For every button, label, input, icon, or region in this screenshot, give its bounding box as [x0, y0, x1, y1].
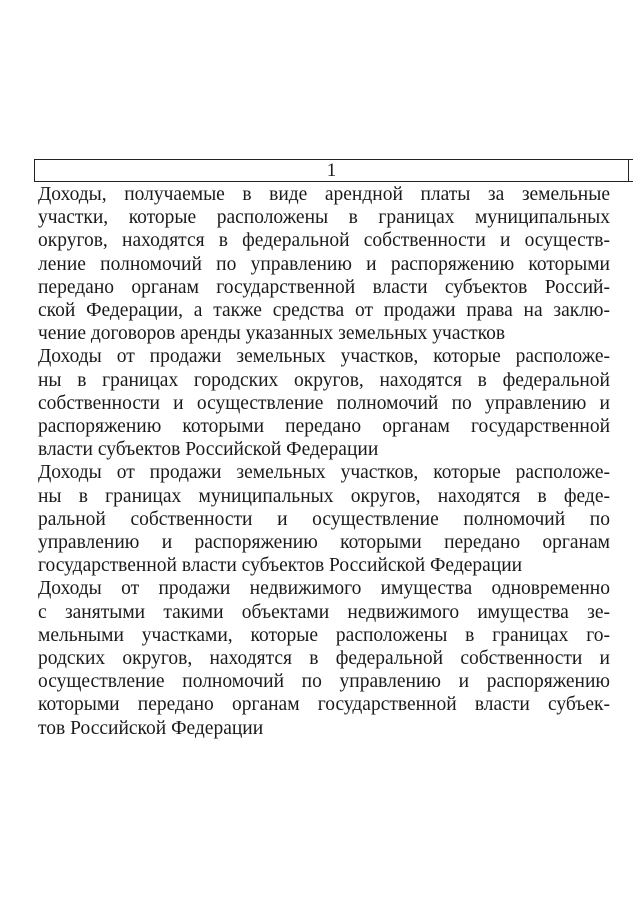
table-body [38, 183, 610, 740]
entry-line: ской Федерации, а также средства от продажи права на заклю- [38, 300, 610, 322]
entry-line: чение договоров аренды указанных земельных участков [38, 323, 506, 345]
entry-line: ление полномочий по управлению и распоряжению которыми [38, 253, 610, 275]
revenue-entry-3 [38, 461, 610, 577]
entry-line: власти субъектов Российской Федерации [38, 439, 379, 461]
revenue-entry-2 [38, 345, 610, 461]
entry-line: собственности и осуществление полномочий по управлению и [38, 392, 610, 414]
entry-line: управлению и распоряжению которыми передано органам [38, 532, 610, 554]
revenue-entry-1 [38, 183, 610, 345]
entry-line: округов, находятся в федеральной собственности и осуществ- [38, 230, 610, 252]
entry-line: Доходы от продажи земельных участков, которые расположе- [38, 346, 610, 368]
entry-line: мельными участками, которые расположены в границах го- [38, 624, 610, 646]
entry-line: родских округов, находятся в федеральной собственности и [38, 648, 610, 670]
entry-line: передано органам государственной власти субъектов Россий- [38, 276, 610, 298]
entry-line: участки, которые расположены в границах муниципальных [38, 207, 610, 229]
entry-line: Доходы, получаемые в виде арендной платы за земельные [38, 184, 610, 205]
entry-line: ны в границах муниципальных округов, находятся в феде- [38, 485, 610, 507]
entry-line: ральной собственности и осуществление полномочий по [38, 508, 610, 530]
revenue-entry-4 [38, 577, 610, 739]
entry-line: с занятыми такими объектами недвижимого имущества зе- [38, 601, 610, 623]
entry-line: государственной власти субъектов Российской Федерации [38, 555, 523, 577]
entry-line: которыми передано органам государственной власти субъек- [38, 694, 610, 716]
entry-line: осуществление полномочий по управлению и распоряжению [38, 671, 610, 693]
table-header-row [34, 159, 633, 182]
column-divider [628, 160, 629, 181]
entry-line: ны в границах городских округов, находятся в федеральной [38, 369, 610, 391]
column-number: 1 [326, 160, 337, 181]
entry-line: Доходы от продажи недвижимого имущества одновременно [38, 578, 610, 600]
entry-line: тов Российской Федерации [38, 717, 264, 739]
entry-line: распоряжению которыми передано органам государственной [38, 416, 610, 438]
entry-line: Доходы от продажи земельных участков, которые расположе- [38, 462, 610, 484]
